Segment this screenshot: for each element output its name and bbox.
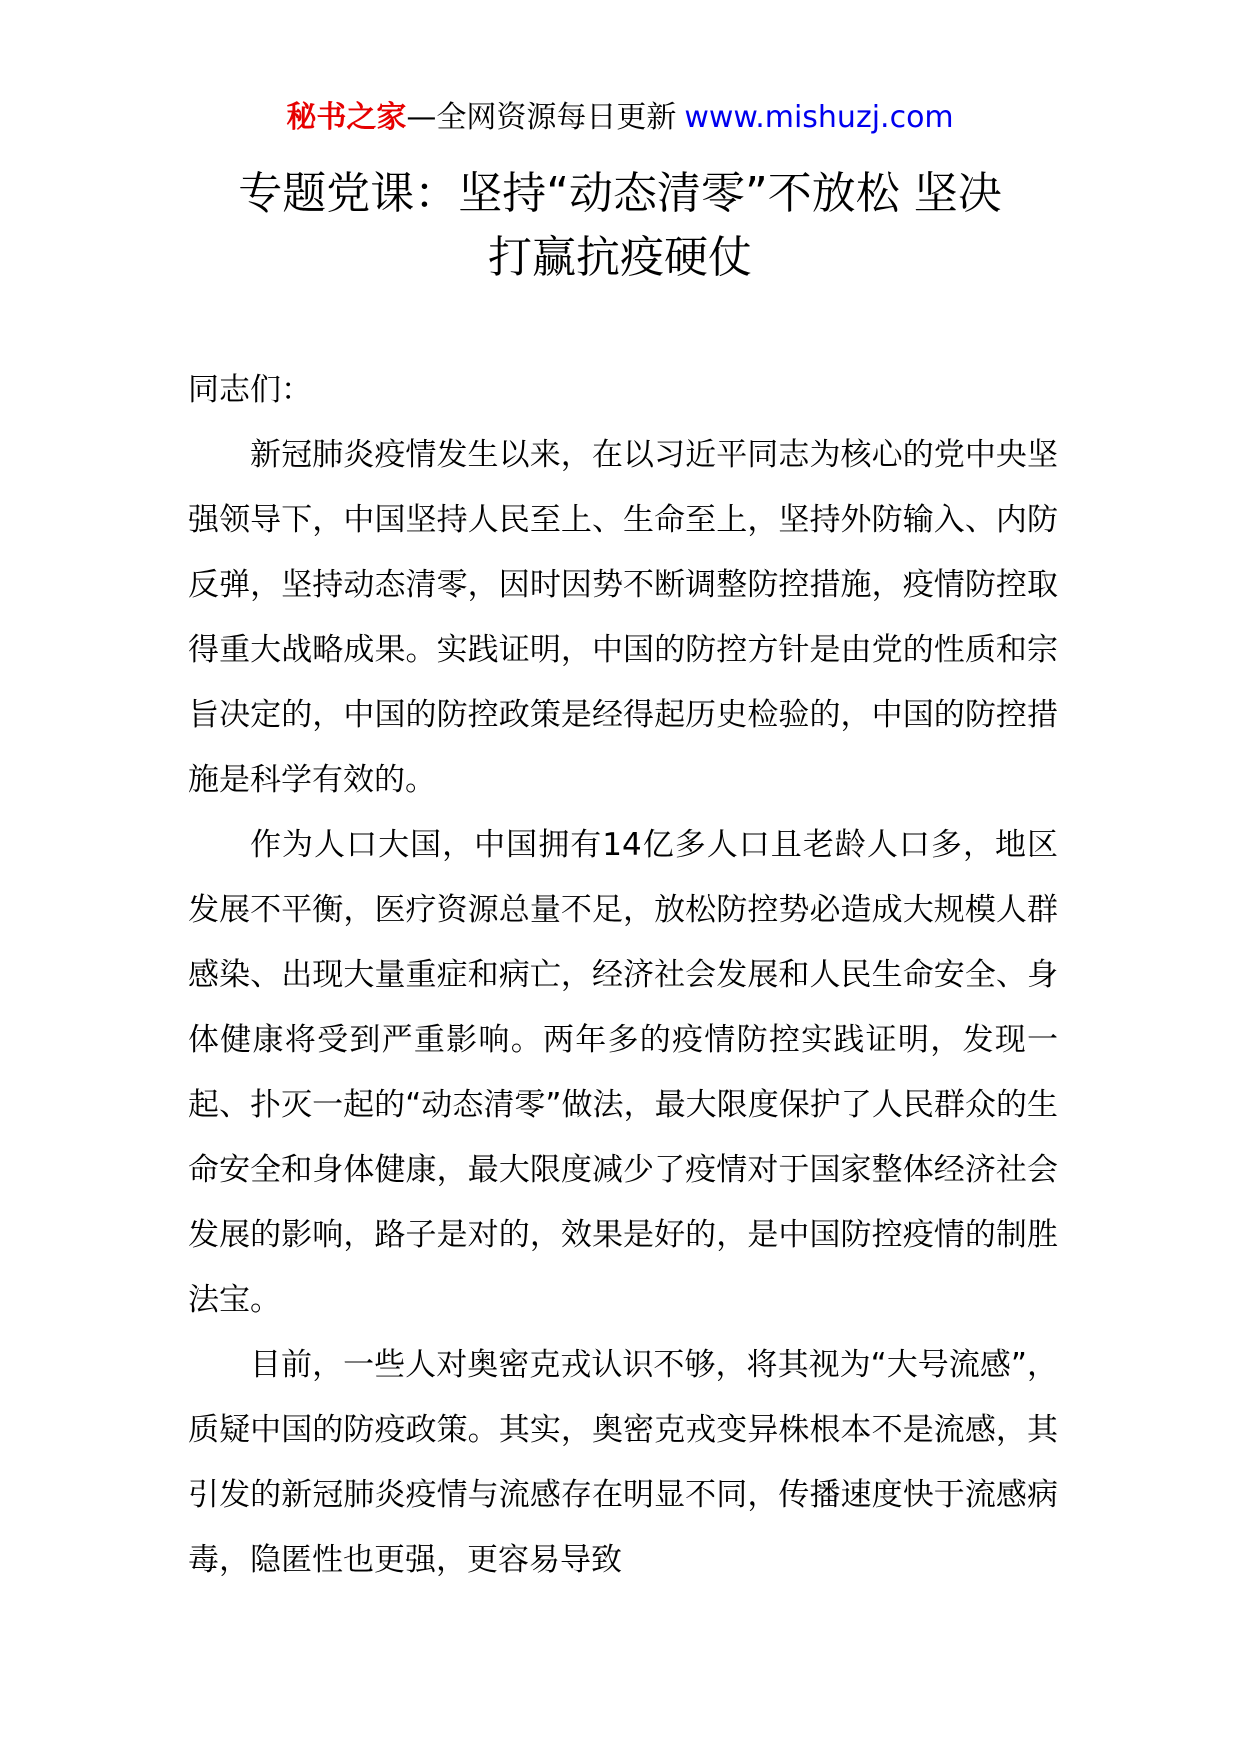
salutation: 同志们： [188,372,312,408]
site-header [0,98,1240,138]
body-paragraph: 目前，一些人对奥密克戎认识不够，将其视为“大号流感”，质疑中国的防疫政策。其实，奥密克戎变异株根本不是流感，其引发的新冠肺炎疫情与流感存在明显不同，传播速度快于流感病毒，隐匿性也更强，更容易导致 [188,1347,1058,1578]
site-url-link[interactable]: www.mishuzj.com [684,100,954,135]
header-tagline: —全网资源每日更新 [406,100,677,135]
body-paragraph: 作为人口大国，中国拥有14亿多人口且老龄人口多，地区发展不平衡，医疗资源总量不足，放松防控势必造成大规模人群感染、出现大量重症和病亡，经济社会发展和人民生命安全、身体健康将受到严重影响。两年多的疫情防控实践证明，发现一起、扑灭一起的“动态清零”做法，最大限度保护了人民群众的生命安全和身体健康，最大限度减少了疫情对于国家整体经济社会发展的影响，路子是对的，效果是好的，是中国防控疫情的制胜法宝。 [188,827,1058,1318]
title-line-2: 打赢抗疫硬仗 [488,232,752,283]
brand-name: 秘书之家 [286,100,407,135]
document-title [170,162,1070,290]
document-body [188,358,1058,1593]
title-line-1: 专题党课：坚持“动态清零”不放松 坚决 [238,168,1002,219]
body-paragraph: 新冠肺炎疫情发生以来，在以习近平同志为核心的党中央坚强领导下，中国坚持人民至上、生命至上，坚持外防输入、内防反弹，坚持动态清零，因时因势不断调整防控措施，疫情防控取得重大战略成果。实践证明，中国的防控方针是由党的性质和宗旨决定的，中国的防控政策是经得起历史检验的，中国的防控措施是科学有效的。 [188,437,1058,798]
